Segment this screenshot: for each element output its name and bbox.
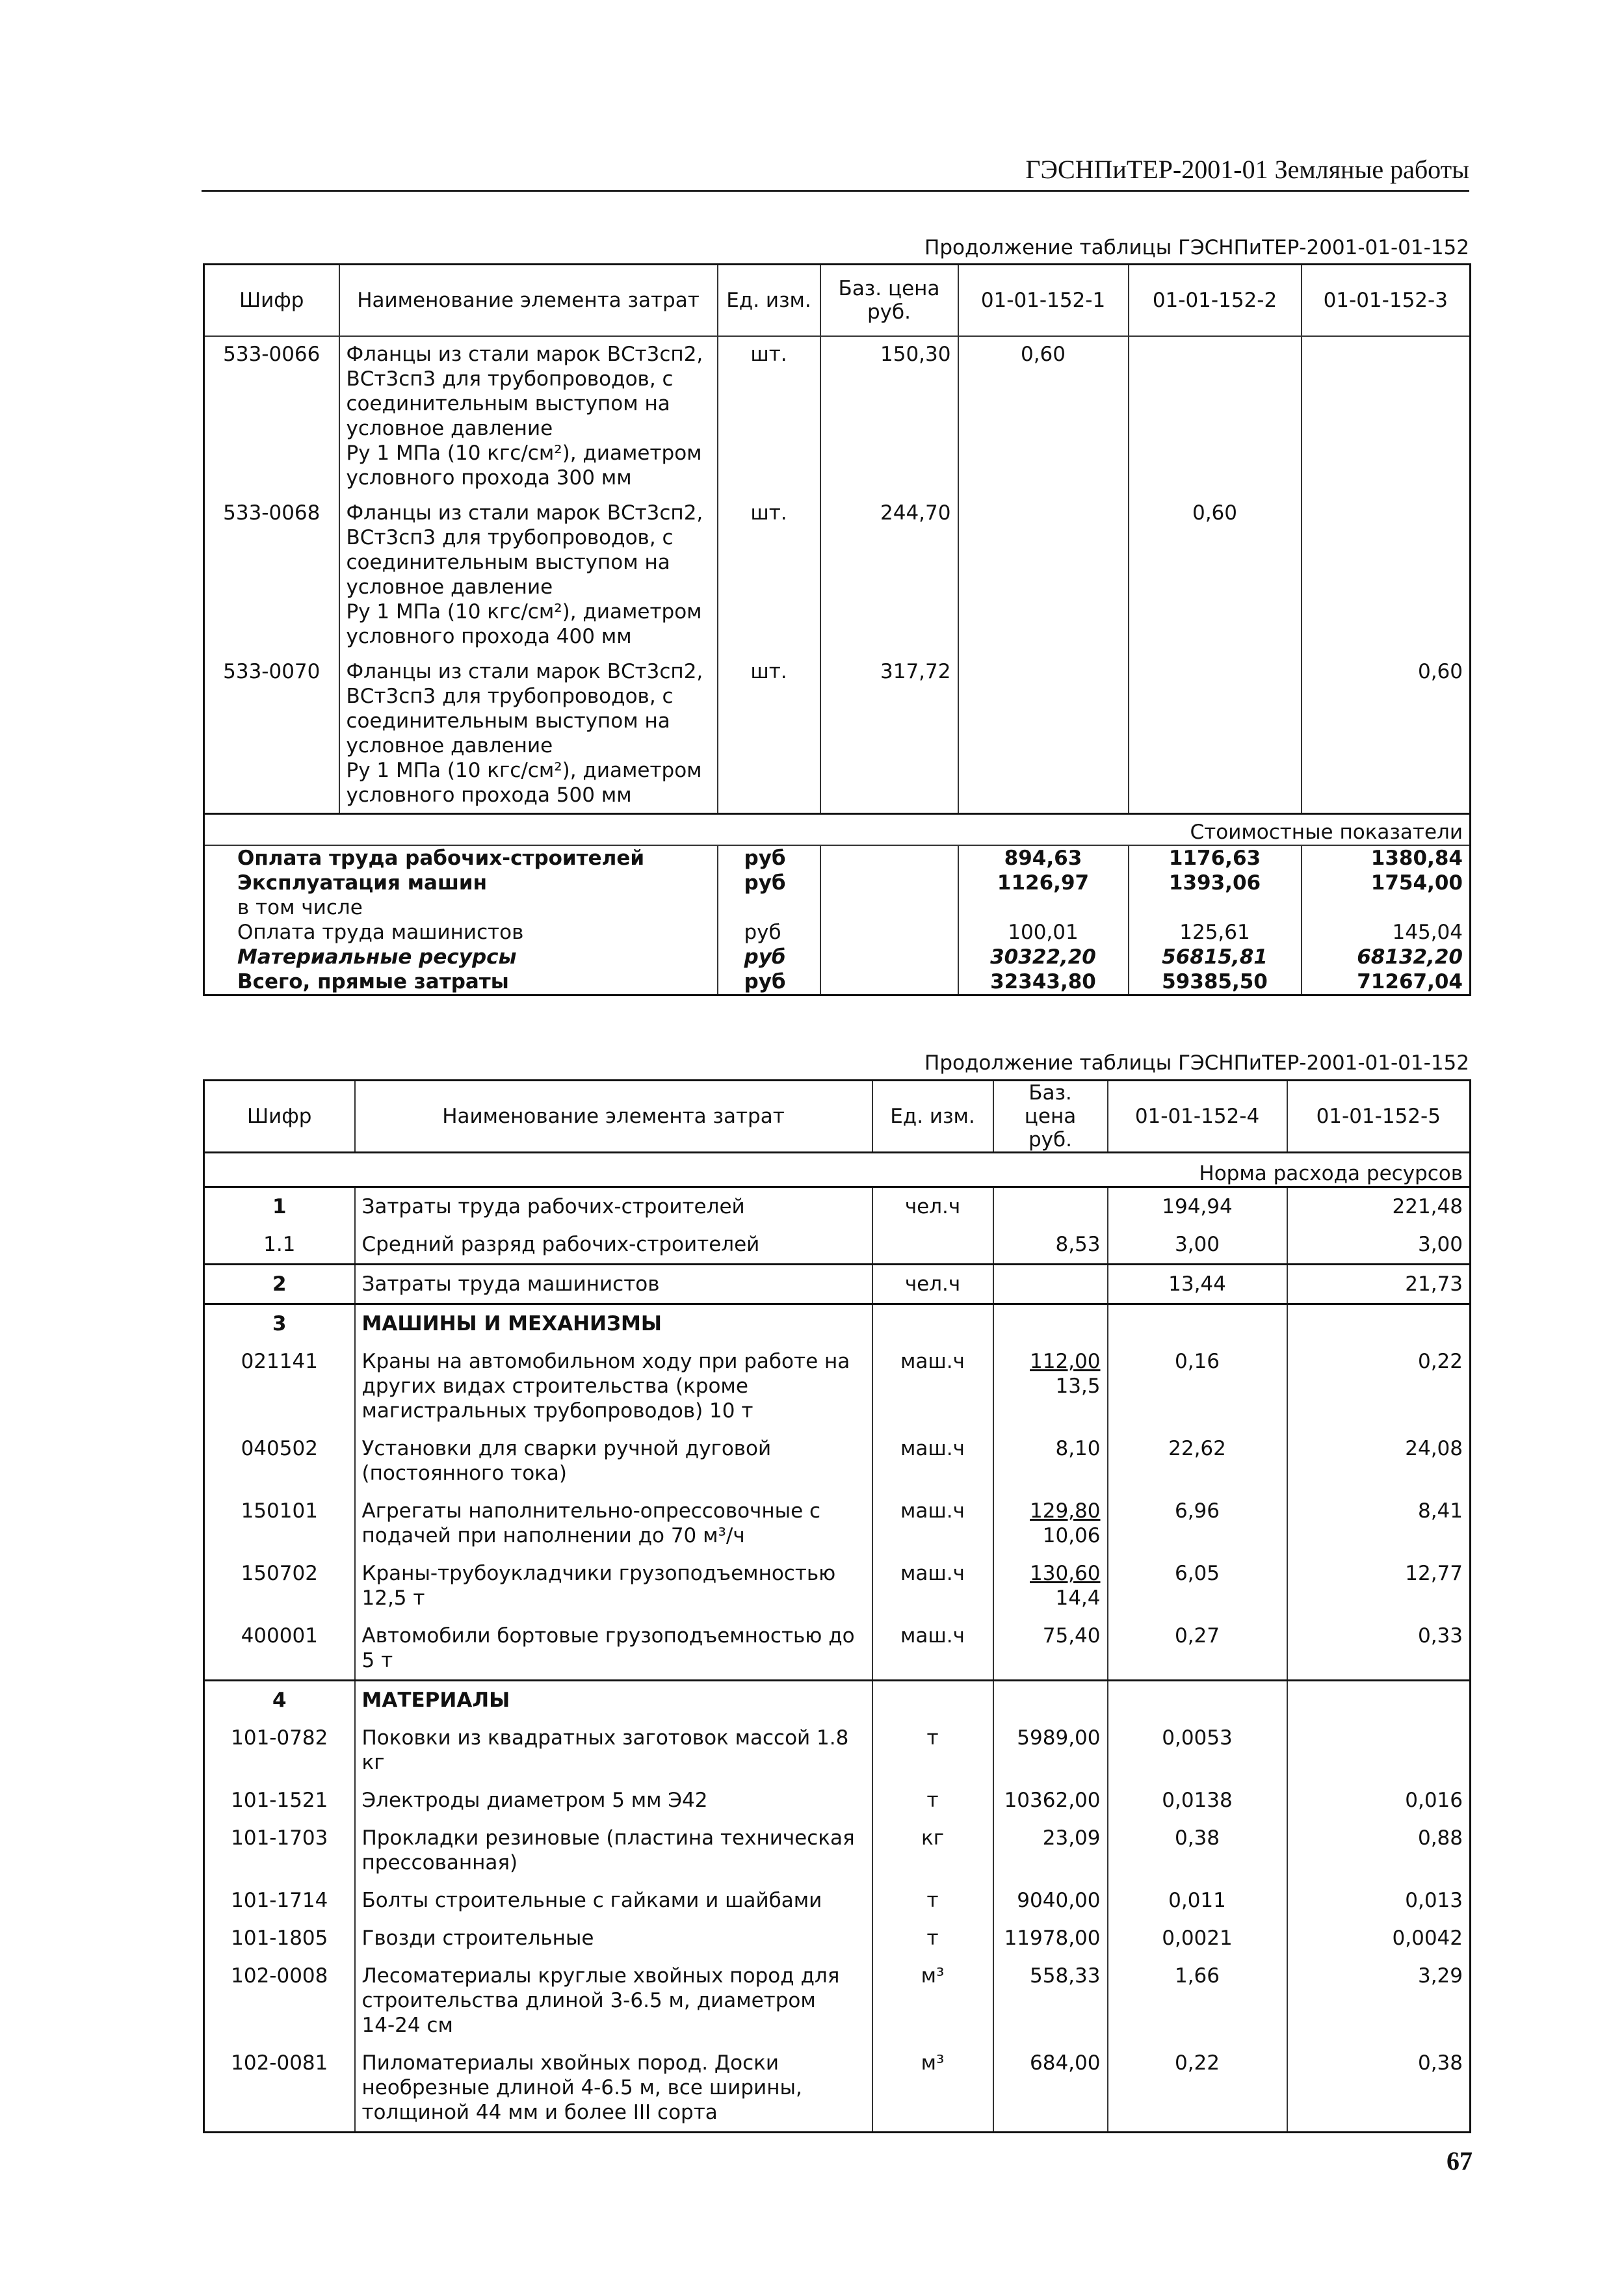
cost-name: Оплата труда машинистов (237, 921, 524, 944)
row-c3: 0,60 (1302, 654, 1471, 814)
cost-c3: 145,04 (1302, 920, 1471, 945)
row-price (993, 1819, 1108, 1882)
text-line: Электроды диаметром 5 мм Э42 (361, 1789, 708, 1812)
row-code: 101-0782 (231, 1726, 328, 1750)
row-c1: 13,44 (1108, 1265, 1287, 1304)
cost-row (204, 895, 1471, 920)
text-line: соединительным выступом на (346, 551, 670, 574)
cost-price (820, 969, 958, 995)
row-c2: 3,29 (1287, 1957, 1471, 2044)
row-price (993, 1492, 1108, 1555)
row-price (993, 1187, 1108, 1226)
row-c2: 0,013 (1287, 1882, 1471, 1919)
text-line: Агрегаты наполнительно-опрессовочные с (361, 1499, 821, 1523)
text-line: соединительным выступом на (346, 709, 670, 733)
text-line: Ру 1 МПа (10 кгс/см²), диаметром (346, 600, 702, 624)
row-c1: 0,0053 (1108, 1719, 1287, 1782)
price-value: 11978,00 (1004, 1926, 1101, 1950)
row-unit: маш.ч (872, 1555, 993, 1617)
text-line: 5 т (361, 1649, 393, 1672)
text-line: (постоянного тока) (361, 1462, 567, 1485)
text-line: МАШИНЫ И МЕХАНИЗМЫ (361, 1312, 662, 1335)
row-unit: т (872, 1719, 993, 1782)
row-price: 244,70 (820, 495, 958, 654)
row-code: 150702 (241, 1562, 318, 1585)
row-unit (872, 1681, 993, 1720)
row-price (993, 1555, 1108, 1617)
col-c1-header: 01-01-152-4 (1108, 1081, 1287, 1153)
row-c2: 0,60 (1129, 495, 1302, 654)
row-name (355, 1957, 872, 2044)
text-line: подачей при наполнении до 70 м³/ч (361, 1524, 745, 1547)
price-value: 10362,00 (1004, 1789, 1101, 1812)
cost-name: Материальные ресурсы (237, 945, 517, 969)
table-row (204, 1681, 1471, 1720)
row-c2 (1129, 654, 1302, 814)
row-c2: 24,08 (1287, 1430, 1471, 1492)
text-line: Болты строительные с гайками и шайбами (361, 1889, 822, 1912)
cost-price (820, 920, 958, 945)
page-header (202, 156, 1469, 192)
text-line: Фланцы из стали марок ВСт3сп2, (346, 343, 703, 366)
row-c1: 22,62 (1108, 1430, 1287, 1492)
cost-c2: 1176,63 (1129, 845, 1302, 871)
cost-row (204, 845, 1471, 871)
cost-name: Эксплуатация машин (237, 871, 488, 895)
price-value: 75,40 (1042, 1624, 1101, 1648)
row-name (355, 1555, 872, 1617)
row-c2: 0,88 (1287, 1819, 1471, 1882)
row-c1: 0,011 (1108, 1882, 1287, 1919)
price-value: 5989,00 (1017, 1726, 1101, 1750)
table-row (204, 2044, 1471, 2133)
text-line: Фланцы из стали марок ВСт3сп2, (346, 660, 703, 683)
text-line: Установки для сварки ручной дуговой (361, 1437, 772, 1460)
row-name (355, 1430, 872, 1492)
price-value: 112,00 (1030, 1350, 1101, 1373)
price-value-2: 10,06 (1042, 1524, 1101, 1547)
row-name (355, 1782, 872, 1819)
price-value-2: 13,5 (1055, 1374, 1101, 1398)
text-line: 14-24 см (361, 2014, 453, 2037)
cost-price (820, 871, 958, 895)
text-line: магистральных трубопроводов) 10 т (361, 1399, 753, 1423)
cost-c3: 68132,20 (1302, 945, 1471, 969)
cost-unit: руб (718, 945, 820, 969)
page-number: 67 (1447, 2146, 1473, 2176)
row-c1: 0,38 (1108, 1819, 1287, 1882)
row-name (355, 1617, 872, 1681)
row-name (355, 1187, 872, 1226)
row-code: 150101 (241, 1499, 318, 1523)
table-row (204, 1719, 1471, 1782)
row-price (993, 1882, 1108, 1919)
col-price-header: Баз. цена руб. (993, 1081, 1108, 1153)
cost-c1: 100,01 (958, 920, 1129, 945)
col-name-header: Наименование элемента затрат (355, 1081, 872, 1153)
row-c1: 3,00 (1108, 1226, 1287, 1265)
col-code-header: Шифр (204, 1081, 355, 1153)
row-c1: 0,27 (1108, 1617, 1287, 1681)
col-unit-header: Ед. изм. (872, 1081, 993, 1153)
row-price (993, 1226, 1108, 1265)
text-line: необрезные длиной 4-6.5 м, все ширины, (361, 2076, 802, 2099)
text-line: Лесоматериалы круглые хвойных пород для (361, 1964, 840, 1988)
row-code: 040502 (241, 1437, 318, 1460)
table-row (204, 1187, 1471, 1226)
table-row (204, 1919, 1471, 1957)
row-code: 1.1 (263, 1233, 296, 1256)
row-c2 (1129, 336, 1302, 495)
row-name (355, 2044, 872, 2133)
row-unit: чел.ч (872, 1265, 993, 1304)
row-c2: 21,73 (1287, 1265, 1471, 1304)
row-price (993, 1957, 1108, 2044)
table-row (204, 1343, 1471, 1430)
cost-c1 (958, 895, 1129, 920)
col-c1-header: 01-01-152-1 (958, 265, 1129, 337)
cost-unit: руб (718, 969, 820, 995)
row-code: 1 (204, 1187, 355, 1226)
text-line: Фланцы из стали марок ВСт3сп2, (346, 501, 703, 525)
cost-row (204, 945, 1471, 969)
row-name (355, 1226, 872, 1265)
row-c1: 1,66 (1108, 1957, 1287, 2044)
text-line: ВСт3сп3 для трубопроводов, с (346, 526, 674, 549)
cost-row (204, 871, 1471, 895)
row-code: 533-0070 (223, 660, 321, 683)
row-name (355, 1882, 872, 1919)
row-c3 (1302, 336, 1471, 495)
row-name (355, 1681, 872, 1720)
table-row (204, 336, 1471, 495)
col-name-header: Наименование элемента затрат (339, 265, 718, 337)
cost-title-row (204, 814, 1471, 846)
col-code-header: Шифр (204, 265, 339, 337)
cost-c3 (1302, 895, 1471, 920)
row-name (355, 1719, 872, 1782)
cost-c2 (1129, 895, 1302, 920)
cost-price (820, 845, 958, 871)
row-c1: 6,96 (1108, 1492, 1287, 1555)
cost-c1: 32343,80 (958, 969, 1129, 995)
row-c2: 221,48 (1287, 1187, 1471, 1226)
cost-c2: 1393,06 (1129, 871, 1302, 895)
cost-row (204, 920, 1471, 945)
row-name (339, 495, 718, 654)
row-unit: маш.ч (872, 1617, 993, 1681)
row-price (993, 1265, 1108, 1304)
row-name (339, 336, 718, 495)
text-line: условного прохода 400 мм (346, 625, 632, 648)
table-row (204, 1304, 1471, 1343)
text-line: других видах строительства (кроме (361, 1374, 748, 1398)
text-line: условного прохода 500 мм (346, 783, 632, 807)
row-name (355, 1343, 872, 1430)
cost-c1: 30322,20 (958, 945, 1129, 969)
price-value: 23,09 (1042, 1826, 1101, 1850)
row-price (993, 1617, 1108, 1681)
row-c1: 194,94 (1108, 1187, 1287, 1226)
row-c2 (1287, 1681, 1471, 1720)
table1-header-row (204, 265, 1471, 337)
row-price: 150,30 (820, 336, 958, 495)
table2-header-row (204, 1081, 1471, 1153)
row-unit: т (872, 1882, 993, 1919)
row-c1: 0,0021 (1108, 1919, 1287, 1957)
cost-unit: руб (718, 845, 820, 871)
text-line: Средний разряд рабочих-строителей (361, 1233, 760, 1256)
row-c2 (1287, 1304, 1471, 1343)
cost-row (204, 969, 1471, 995)
row-price (993, 1343, 1108, 1430)
price-value: 9040,00 (1017, 1889, 1101, 1912)
row-price (993, 1719, 1108, 1782)
text-line: ВСт3сп3 для трубопроводов, с (346, 685, 674, 708)
cost-name: Оплата труда рабочих-строителей (204, 845, 718, 871)
text-line: Поковки из квадратных заготовок массой 1.8 кг (361, 1726, 849, 1774)
row-c1 (1108, 1681, 1287, 1720)
price-value-2: 14,4 (1055, 1586, 1101, 1610)
row-name (355, 1919, 872, 1957)
row-code: 102-0008 (231, 1964, 328, 1988)
row-c1 (958, 495, 1129, 654)
row-c1: 0,16 (1108, 1343, 1287, 1430)
text-line: Затраты труда рабочих-строителей (361, 1195, 745, 1218)
table-row (204, 495, 1471, 654)
row-unit: шт. (718, 336, 820, 495)
text-line: соединительным выступом на (346, 392, 670, 415)
table-row (204, 1617, 1471, 1681)
table-row (204, 1555, 1471, 1617)
row-code: 2 (204, 1265, 355, 1304)
row-unit: маш.ч (872, 1430, 993, 1492)
text-line: Краны-трубоукладчики грузоподъемностью (361, 1562, 836, 1585)
table-row (204, 654, 1471, 814)
row-code: 4 (204, 1681, 355, 1720)
table-row (204, 1782, 1471, 1819)
table-2 (203, 1079, 1471, 2133)
row-c3 (1302, 495, 1471, 654)
row-c2: 8,41 (1287, 1492, 1471, 1555)
cost-c1: 894,63 (958, 845, 1129, 871)
row-price (993, 2044, 1108, 2133)
row-code: 101-1703 (231, 1826, 328, 1850)
row-c2: 0,22 (1287, 1343, 1471, 1430)
price-value: 8,10 (1055, 1437, 1101, 1460)
row-c2: 0,33 (1287, 1617, 1471, 1681)
row-unit: чел.ч (872, 1187, 993, 1226)
text-line: Пиломатериалы хвойных пород. Доски (361, 2051, 779, 2075)
col-unit-header: Ед. изм. (718, 265, 820, 337)
row-code: 021141 (241, 1350, 318, 1373)
text-line: ВСт3сп3 для трубопроводов, с (346, 367, 674, 391)
row-code: 101-1521 (231, 1789, 328, 1812)
row-c1: 0,22 (1108, 2044, 1287, 2133)
text-line: 12,5 т (361, 1586, 425, 1610)
col-c2-header: 01-01-152-2 (1129, 265, 1302, 337)
row-code: 101-1714 (231, 1889, 328, 1912)
cost-title: Стоимостные показатели (204, 814, 1471, 846)
row-unit: м³ (872, 2044, 993, 2133)
price-value: 558,33 (1030, 1964, 1101, 1988)
text-line: условного прохода 300 мм (346, 466, 632, 490)
row-c2: 0,016 (1287, 1782, 1471, 1819)
cost-unit: руб (718, 920, 820, 945)
table2-caption: Продолжение таблицы ГЭСНПиТЕР-2001-01-01-152 (924, 1051, 1469, 1075)
row-code: 102-0081 (231, 2051, 328, 2075)
table-row (204, 1492, 1471, 1555)
price-value: 8,53 (1055, 1233, 1101, 1256)
row-c2: 3,00 (1287, 1226, 1471, 1265)
row-price (993, 1681, 1108, 1720)
col-price-header: Баз. цена руб. (820, 265, 958, 337)
text-line: условное давление (346, 575, 553, 599)
row-name (355, 1492, 872, 1555)
table-row (204, 1957, 1471, 2044)
cost-c2: 59385,50 (1129, 969, 1302, 995)
text-line: условное давление (346, 417, 553, 440)
cost-name: Всего, прямые затраты (237, 970, 509, 993)
row-name (355, 1265, 872, 1304)
row-c2: 0,0042 (1287, 1919, 1471, 1957)
table-row (204, 1265, 1471, 1304)
row-code: 533-0068 (223, 501, 321, 525)
row-unit (872, 1226, 993, 1265)
col-c2-header: 01-01-152-5 (1287, 1081, 1471, 1153)
text-line: Ру 1 МПа (10 кгс/см²), диаметром (346, 441, 702, 465)
row-price (993, 1430, 1108, 1492)
text-line: прессованная) (361, 1851, 518, 1874)
text-line: Затраты труда машинистов (361, 1272, 660, 1296)
text-line: МАТЕРИАЛЫ (361, 1689, 510, 1712)
cost-c3: 1380,84 (1302, 845, 1471, 871)
row-c1: 0,60 (958, 336, 1129, 495)
cost-price (820, 895, 958, 920)
price-value: 684,00 (1030, 2051, 1101, 2075)
row-c2: 0,38 (1287, 2044, 1471, 2133)
table-row (204, 1882, 1471, 1919)
row-name (355, 1304, 872, 1343)
price-value: 130,60 (1030, 1562, 1101, 1585)
row-c1 (958, 654, 1129, 814)
cost-c2: 125,61 (1129, 920, 1302, 945)
row-name (355, 1819, 872, 1882)
row-code: 101-1805 (231, 1926, 328, 1950)
row-unit: т (872, 1782, 993, 1819)
row-unit: м³ (872, 1957, 993, 2044)
table1-caption: Продолжение таблицы ГЭСНПиТЕР-2001-01-01-152 (924, 236, 1469, 259)
table-row (204, 1430, 1471, 1492)
row-price: 317,72 (820, 654, 958, 814)
row-c2 (1287, 1719, 1471, 1782)
table-1 (203, 263, 1471, 996)
row-code: 400001 (241, 1624, 318, 1648)
text-line: условное давление (346, 734, 553, 757)
text-line: толщиной 44 мм и более III сорта (361, 2101, 718, 2124)
norm-title: Норма расхода ресурсов (204, 1153, 1471, 1187)
header-title: ГЭСНПиТЕР-2001-01 Земляные работы (1025, 155, 1469, 184)
row-c1 (1108, 1304, 1287, 1343)
row-price (993, 1304, 1108, 1343)
row-code: 3 (204, 1304, 355, 1343)
row-unit: маш.ч (872, 1492, 993, 1555)
text-line: Ру 1 МПа (10 кгс/см²), диаметром (346, 759, 702, 782)
row-c1: 6,05 (1108, 1555, 1287, 1617)
text-line: Прокладки резиновые (пластина техническая (361, 1826, 855, 1850)
cost-c2: 56815,81 (1129, 945, 1302, 969)
text-line: Краны на автомобильном ходу при работе на (361, 1350, 850, 1373)
row-unit: шт. (718, 654, 820, 814)
row-unit: шт. (718, 495, 820, 654)
row-code: 533-0066 (223, 343, 321, 366)
table-row (204, 1226, 1471, 1265)
cost-name: в том числе (237, 896, 363, 919)
cost-c3: 71267,04 (1302, 969, 1471, 995)
row-unit: кг (872, 1819, 993, 1882)
row-c1: 0,0138 (1108, 1782, 1287, 1819)
cost-c1: 1126,97 (958, 871, 1129, 895)
row-unit: т (872, 1919, 993, 1957)
price-value: 129,80 (1030, 1499, 1101, 1523)
cost-price (820, 945, 958, 969)
text-line: Гвозди строительные (361, 1926, 594, 1950)
cost-c3: 1754,00 (1302, 871, 1471, 895)
table-row (204, 1819, 1471, 1882)
text-line: Автомобили бортовые грузоподъемностью до (361, 1624, 855, 1648)
norm-title-row (204, 1153, 1471, 1187)
row-c2: 12,77 (1287, 1555, 1471, 1617)
col-c3-header: 01-01-152-3 (1302, 265, 1471, 337)
row-name (339, 654, 718, 814)
row-unit: маш.ч (872, 1343, 993, 1430)
text-line: строительства длиной 3-6.5 м, диаметром (361, 1989, 816, 2012)
row-unit (872, 1304, 993, 1343)
cost-unit: руб (718, 871, 820, 895)
row-price (993, 1919, 1108, 1957)
row-price (993, 1782, 1108, 1819)
cost-unit (718, 895, 820, 920)
